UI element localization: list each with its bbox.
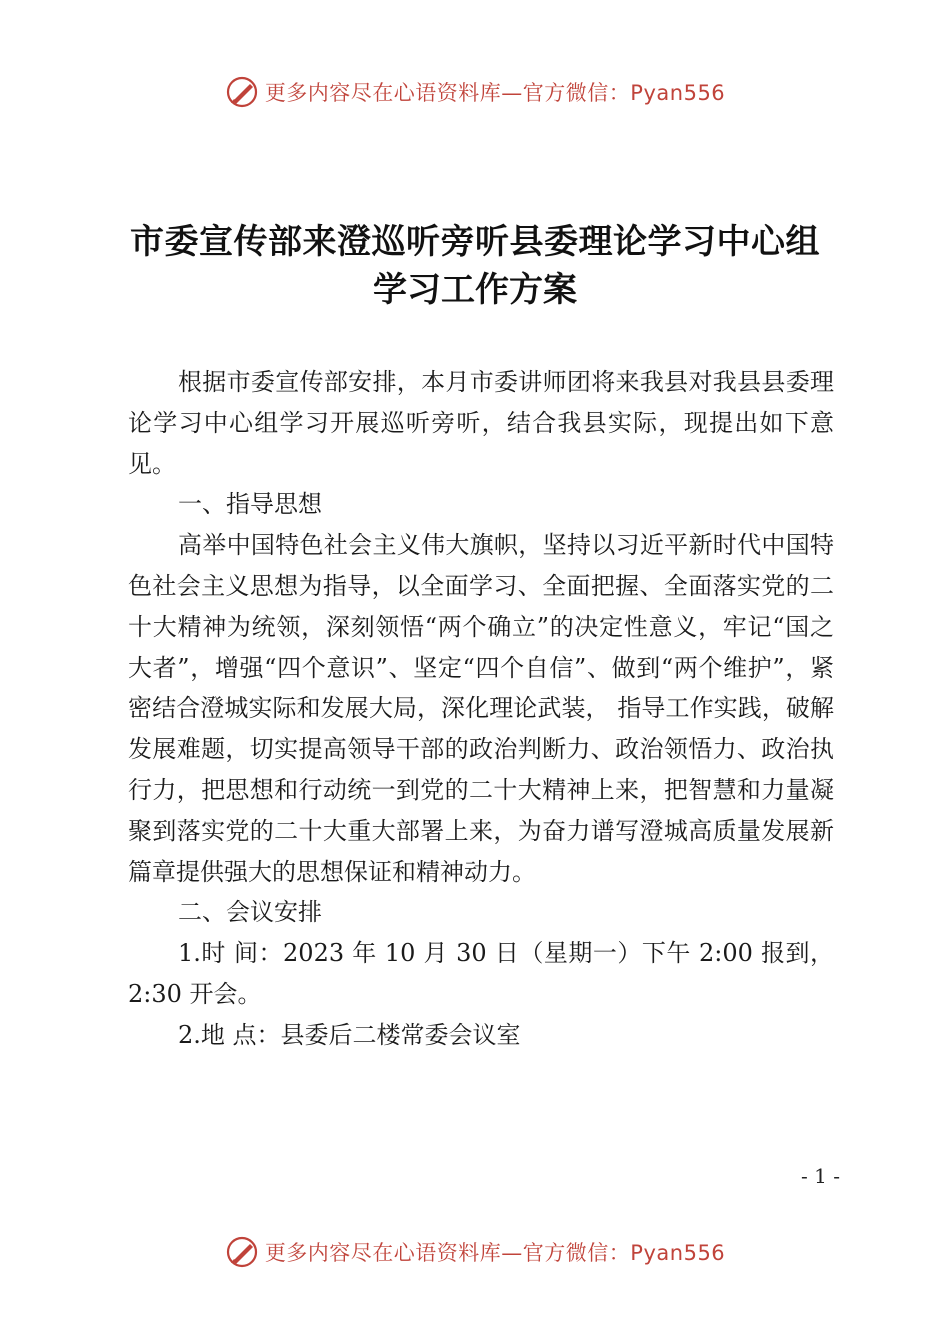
paragraph-meeting-time: 1.时 间：2023 年 10 月 30 日（星期一）下午 2:00 报到，2:30 开会。: [128, 939, 834, 1008]
page-number: - 1 -: [801, 1164, 840, 1188]
heading-guiding-ideology: 一、指导思想: [178, 490, 322, 519]
pen-logo-icon: [225, 75, 259, 109]
document-title-line1: 市委宣传部来澄巡听旁听县委理论学习中心组: [130, 222, 820, 262]
watermark-banner-bottom: [0, 1232, 950, 1272]
pen-logo-icon: [225, 1235, 259, 1269]
watermark-text: 更多内容尽在心语资料库—官方微信：Pyan556: [264, 1241, 726, 1265]
watermark-text: 更多内容尽在心语资料库—官方微信：Pyan556: [264, 81, 726, 105]
document-title-line2: 学习工作方案: [373, 270, 577, 310]
document-body: [128, 362, 834, 1056]
paragraph-intro: 根据市委宣传部安排，本月市委讲师团将来我县对我县县委理论学习中心组学习开展巡听旁听，结合我县实际，现提出如下意见。: [128, 368, 834, 478]
paragraph-meeting-location: 2.地 点：县委后二楼常委会议室: [178, 1020, 521, 1049]
paragraph-guiding-ideology: 高举中国特色社会主义伟大旗帜，坚持以习近平新时代中国特色社会主义思想为指导，以全面学习、全面把握、全面落实党的二十大精神为统领，深刻领悟“两个确立”的决定性意义，牢记“国之大者”，增强“四个意识”、坚定“四个自信”、做到“两个维护”，紧密结合澄城实际和发展大局，深化理论武装， 指导工作实践，破解发展难题，切实提高领导干部的政治判断力、政治领悟力、政治执行力，把思想和行动统一到党的二十大精神上来，把智慧和力量凝聚到落实党的二十大重大部署上来，为奋力谱写澄城高质量发展新篇章提供强大的思想保证和精神动力。: [128, 531, 834, 886]
heading-meeting-arrangement: 二、会议安排: [178, 898, 322, 927]
watermark-banner-top: [0, 72, 950, 112]
